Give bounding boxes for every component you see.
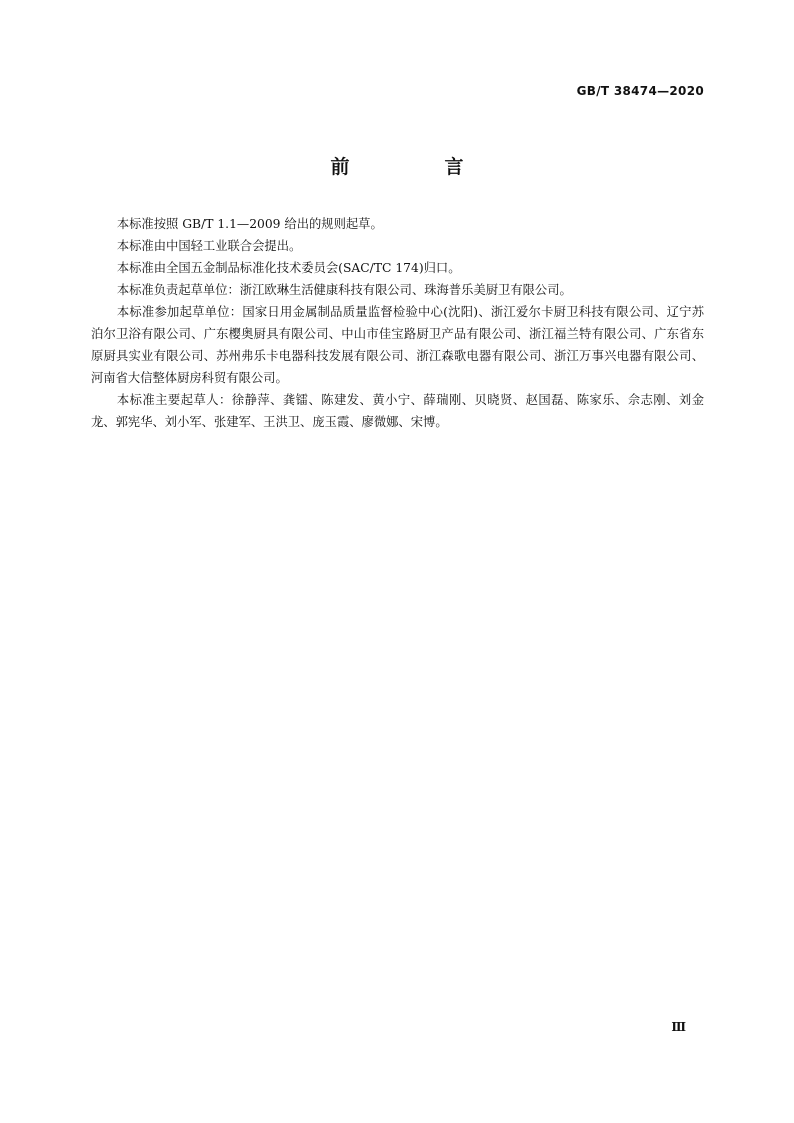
paragraph-responsible-units: 本标准负责起草单位：浙江欧琳生活健康科技有限公司、珠海普乐美厨卫有限公司。 [116,283,572,297]
paragraph-participating-units: 本标准参加起草单位：国家日用金属制品质量监督检验中心(沈阳)、浙江爱尔卡厨卫科技有限公司、辽宁苏泊尔卫浴有限公司、广东樱奥厨具有限公司、中山市佳宝路厨卫产品有限公司、浙江福兰特有限公司、广东省东原厨具实业有限公司、苏州弗乐卡电器科技发展有限公司、浙江森歌电器有限公司、浙江万事兴电器有限公司、河南省大信整体厨房科贸有限公司。 [91,305,704,385]
paragraph-drafting-rules: 本标准按照 GB/T 1.1—2009 给出的规则起草。 [116,217,383,231]
paragraph-committee: 本标准由全国五金制品标准化技术委员会(SAC/TC 174)归口。 [116,261,461,275]
page-number: Ⅲ [671,1020,686,1034]
paragraph-drafters: 本标准主要起草人：徐静萍、龚镭、陈建发、黄小宁、薛瑞刚、贝晓贤、赵国磊、陈家乐、佘志刚、刘金龙、郭宪华、刘小军、张建军、王洪卫、庞玉霞、廖微娜、宋博。 [91,393,704,429]
page-title: 前 言 [330,156,502,178]
standard-code: GB/T 38474—2020 [576,84,704,98]
paragraph-proposer: 本标准由中国轻工业联合会提出。 [116,239,302,253]
foreword-body [91,213,704,433]
